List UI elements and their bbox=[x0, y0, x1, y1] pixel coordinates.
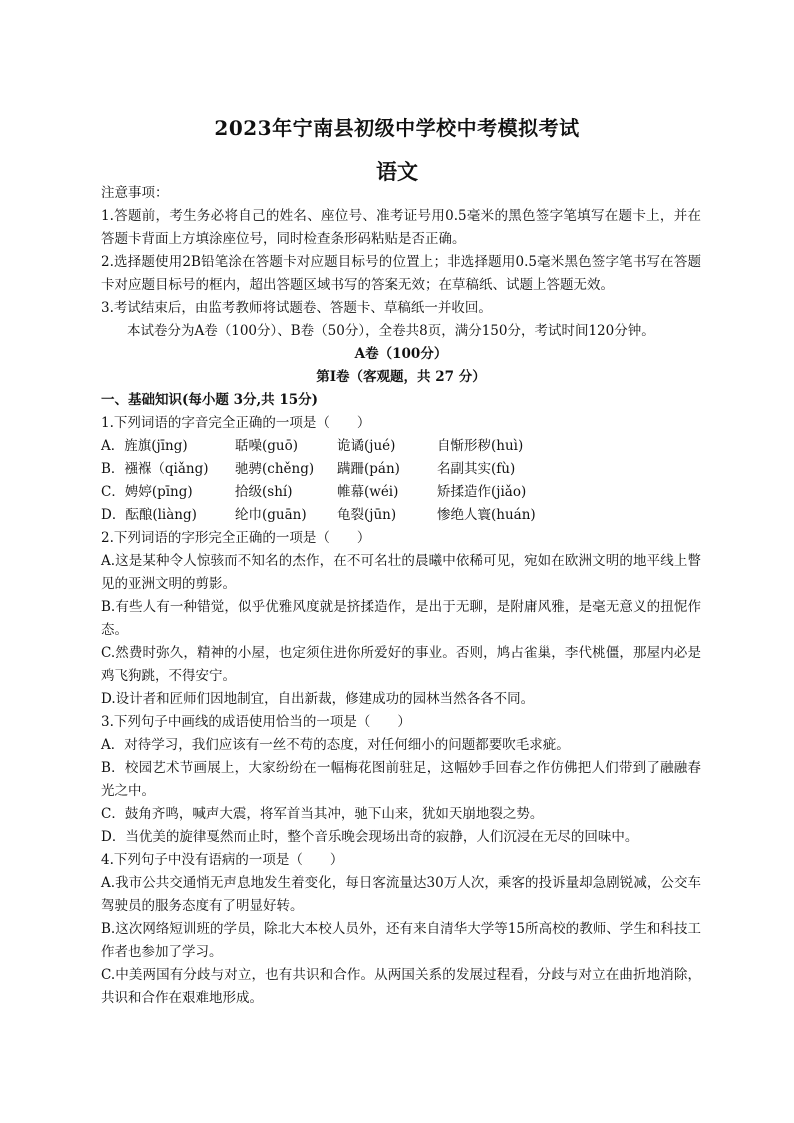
question-2-option: B.有些人有一种错觉，似乎优雅风度就是挤揉造作，是出于无聊，是附庸风雅，是毫无意义的扭怩作态。 bbox=[101, 599, 701, 638]
option-word: 自惭形秽(huì) bbox=[437, 438, 524, 454]
question-1-option-row bbox=[101, 458, 701, 481]
option-word: 聒噪(guō) bbox=[235, 438, 298, 454]
question-1-option-row bbox=[101, 435, 701, 458]
section-a-heading: A卷（100分） bbox=[354, 346, 448, 362]
option-word: A．旌旗(jīng) bbox=[101, 438, 188, 454]
question-2-stem: 2.下列词语的字形完全正确的一项是（ ） bbox=[101, 530, 371, 546]
notice-heading: 注意事项： bbox=[101, 185, 169, 201]
question-1-option-row bbox=[101, 481, 701, 504]
option-word: C．娉婷(pīng) bbox=[101, 484, 193, 500]
part-one-heading: 第Ⅰ卷（客观题，共 27 分） bbox=[316, 369, 486, 385]
question-4-stem: 4.下列句子中没有语病的一项是（ ） bbox=[101, 852, 344, 868]
option-word: 帷幕(wéi) bbox=[337, 484, 399, 500]
notice-item: 3.考试结束后，由监考教师将试题卷、答题卡、草稿纸一并收回。 bbox=[101, 300, 492, 316]
question-1-option-row bbox=[101, 504, 701, 527]
question-4-option: B.这次网络短训班的学员，除北大本校人员外，还有来自清华大学等15所高校的教师、学生和科技工作者也参加了学习。 bbox=[101, 921, 701, 960]
question-3-stem: 3.下列句子中画线的成语使用恰当的一项是（ ） bbox=[101, 714, 411, 730]
exam-content bbox=[101, 182, 701, 1010]
option-word: 矫揉造作(jiǎo) bbox=[437, 484, 527, 500]
option-word: 诡谲(jué) bbox=[337, 438, 396, 454]
question-2-option: D.设计者和匠师们因地制宜，自出新裁，修建成功的园林当然各各不同。 bbox=[101, 691, 535, 707]
question-3-option: D．当优美的旋律戛然而止时，整个音乐晚会现场出奇的寂静，人们沉浸在无尽的回味中。 bbox=[101, 829, 639, 845]
exam-summary: 本试卷分为A卷（100分）、B卷（50分），全卷共8页，满分150分，考试时间120分钟。 bbox=[127, 323, 655, 339]
question-3-option: B．校园艺术节画展上，大家纷纷在一幅梅花图前驻足，这幅妙手回春之作仿佛把人们带到了融融春光之中。 bbox=[101, 760, 701, 799]
basic-knowledge-heading: 一、基础知识(每小题 3分,共 15分) bbox=[101, 392, 319, 408]
option-word: 纶巾(guān) bbox=[235, 507, 307, 523]
option-word: 龟裂(jūn) bbox=[337, 507, 397, 523]
notice-item: 2.选择题使用2B铅笔涂在答题卡对应题目标号的位置上；非选择题用0.5毫米黑色签字笔书写在答题卡对应题目标号的框内，超出答题区域书写的答案无效；在草稿纸、试题上答题无效。 bbox=[101, 254, 701, 293]
question-2-option: A.这是某种令人惊骇而不知名的杰作，在不可名壮的晨曦中依稀可见，宛如在欧洲文明的地平线上瞥见的亚洲文明的剪影。 bbox=[101, 553, 701, 592]
question-1-stem: 1.下列词语的字音完全正确的一项是（ ） bbox=[101, 415, 371, 431]
question-3-option: A．对待学习，我们应该有一丝不苟的态度，对任何细小的问题都要吹毛求疵。 bbox=[101, 737, 570, 753]
option-word: 拾级(shí) bbox=[235, 484, 293, 500]
option-word: B．襁褓（qiǎng) bbox=[101, 461, 209, 477]
notice-item: 1.答题前，考生务必将自己的姓名、座位号、准考证号用0.5毫米的黑色签字笔填写在题卡上，并在答题卡背面上方填涂座位号，同时检查条形码粘贴是否正确。 bbox=[101, 208, 701, 247]
exam-title: 2023年宁南县初级中学校中考模拟考试 bbox=[214, 116, 580, 140]
option-word: 名副其实(fù) bbox=[437, 461, 516, 477]
option-word: 蹒跚(pán) bbox=[337, 461, 400, 477]
option-word: 惨绝人寰(huán) bbox=[437, 507, 536, 523]
option-word: D．酝酿(liàng) bbox=[101, 507, 197, 523]
subject-title: 语文 bbox=[376, 159, 418, 184]
question-2-option: C.然费时弥久，精神的小屋，也定须住进你所爱好的事业。否则，鸠占雀巢，李代桃僵，那屋内必是鸡飞狗跳，不得安宁。 bbox=[101, 645, 701, 684]
option-word: 驰骋(chěng) bbox=[235, 461, 315, 477]
question-3-option: C．鼓角齐鸣，喊声大震，将军首当其冲，驰下山来，犹如天崩地裂之势。 bbox=[101, 806, 544, 822]
question-4-option: A.我市公共交通悄无声息地发生着变化，每日客流量达30万人次，乘客的投诉量却急剧锐减，公交车驾驶员的服务态度有了明显好转。 bbox=[101, 875, 701, 914]
question-4-option: C.中美两国有分歧与对立，也有共识和合作。从两国关系的发展过程看，分歧与对立在曲折地消除，共识和合作在艰难地形成。 bbox=[101, 967, 701, 1006]
